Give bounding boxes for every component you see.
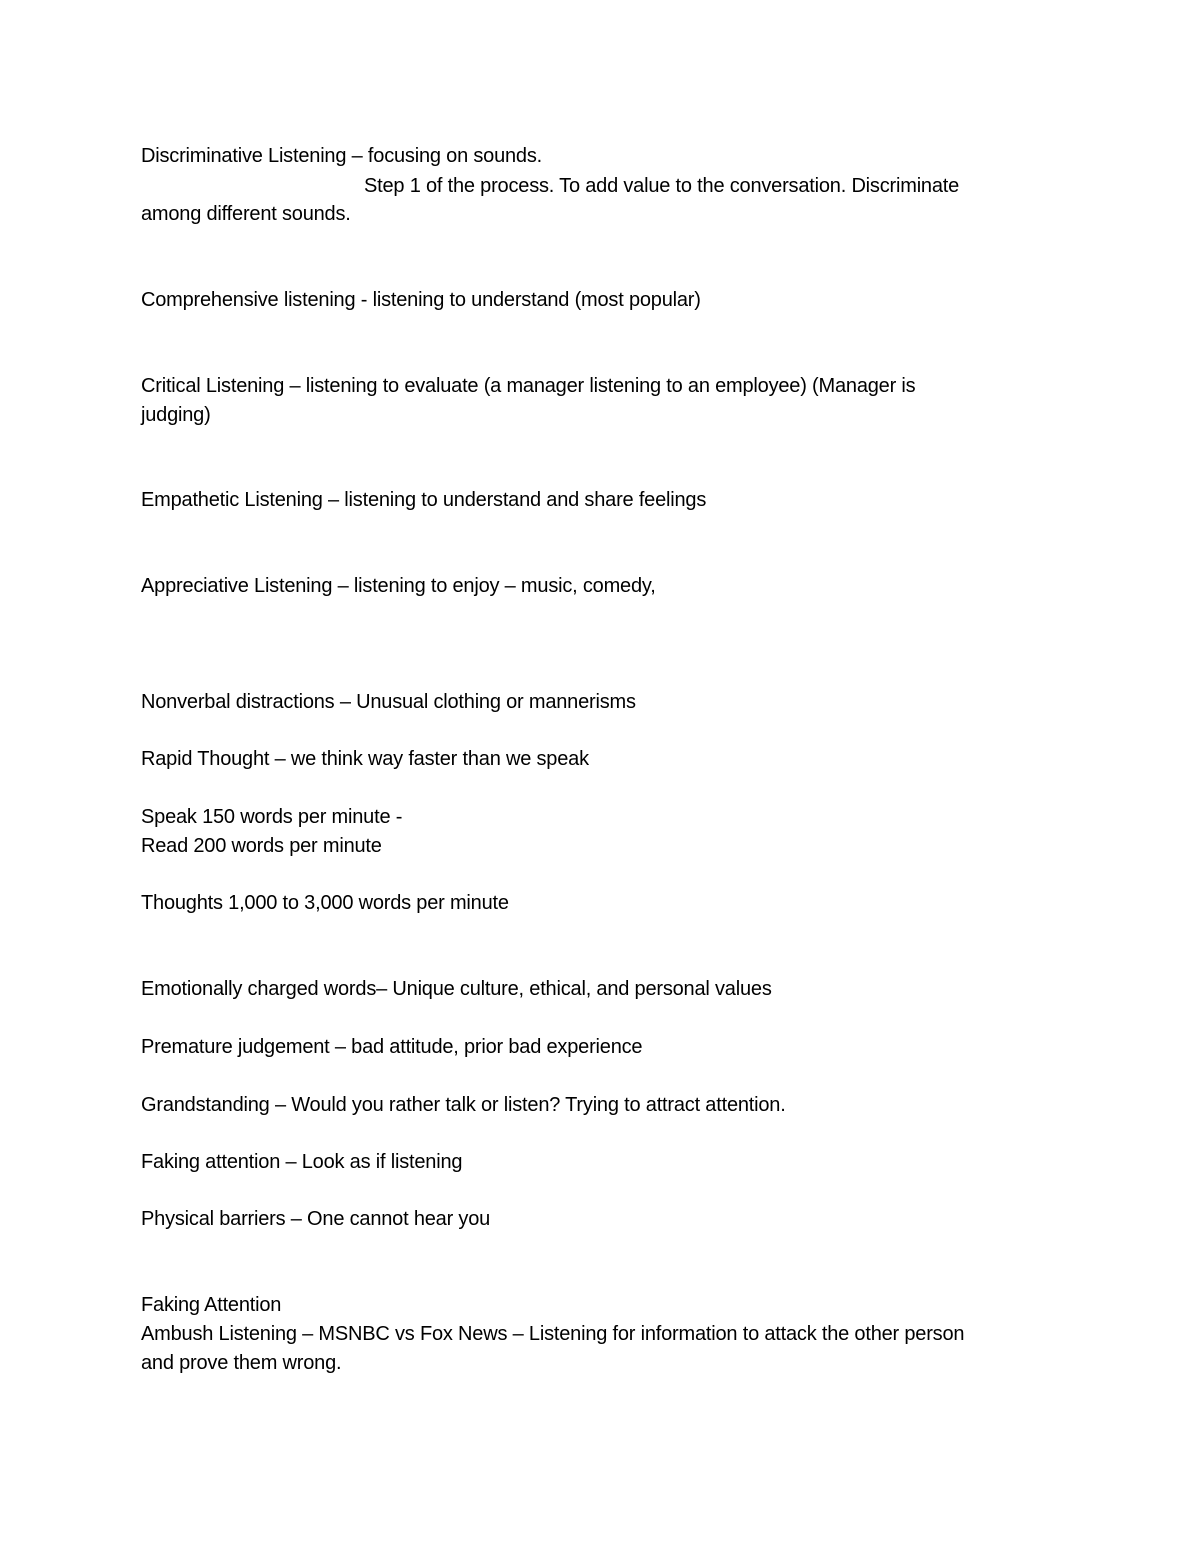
- text-line: judging): [141, 404, 211, 426]
- text-line: Faking attention – Look as if listening: [141, 1151, 463, 1173]
- text-line: Empathetic Listening – listening to understand and share feelings: [141, 489, 707, 511]
- text-line: Emotionally charged words– Unique culture, ethical, and personal values: [141, 978, 772, 1000]
- text-line: among different sounds.: [141, 203, 351, 225]
- text-line: Appreciative Listening – listening to enjoy – music, comedy,: [141, 575, 656, 597]
- text-line: Faking Attention: [141, 1294, 282, 1316]
- text-line: Speak 150 words per minute -: [141, 806, 403, 828]
- text-line: Comprehensive listening - listening to understand (most popular): [141, 289, 701, 311]
- text-line: Step 1 of the process. To add value to the conversation. Discriminate: [364, 175, 960, 197]
- text-line: Rapid Thought – we think way faster than we speak: [141, 748, 589, 770]
- text-line: Ambush Listening – MSNBC vs Fox News – Listening for information to attack the other person: [141, 1323, 965, 1345]
- text-line: Grandstanding – Would you rather talk or listen? Trying to attract attention.: [141, 1094, 786, 1116]
- text-line: and prove them wrong.: [141, 1352, 342, 1374]
- text-line: Discriminative Listening – focusing on sounds.: [141, 145, 543, 167]
- text-line: Thoughts 1,000 to 3,000 words per minute: [141, 892, 509, 914]
- text-line: Premature judgement – bad attitude, prior bad experience: [141, 1036, 643, 1058]
- text-line: Read 200 words per minute: [141, 835, 382, 857]
- text-line: Critical Listening – listening to evaluate (a manager listening to an employee) (Manager is: [141, 375, 916, 397]
- text-line: Nonverbal distractions – Unusual clothing or mannerisms: [141, 691, 636, 713]
- text-line: Physical barriers – One cannot hear you: [141, 1208, 491, 1230]
